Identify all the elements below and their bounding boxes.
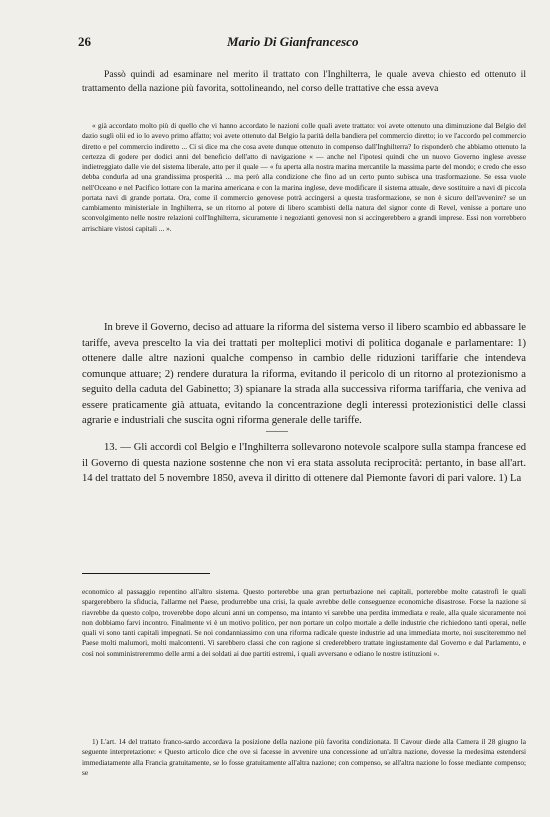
footnote-rule [82, 573, 210, 574]
section-separator: —— [266, 425, 288, 437]
quotation-block [82, 121, 526, 234]
footnote-1-text: 1) L'art. 14 del trattato franco-sardo accordava la posizione della nazione più favorita condizionata. Il Cavour diede alla Camera il 28 giugno la seguente interpretazione: « Questo articolo dice che ove si facesse in avvenire una concessione ad un'altra nazione, dovesse la medesima estendersi immediatamente alla Francia gratuitamente, se lo fosse gratuitamente all'altra nazione; con compenso, se all'altra nazione lo fosse mediante compenso; se [82, 737, 526, 777]
quotation-text: « già accordato molto più di quello che vi hanno accordato le nazioni colle quali avete trattato: voi avete ottenuto una diminuzione dal Belgio del dazio sugli olii ed io lo avevo primo affatto; voi avete ottenuto dal Belgio la parità della bandiera pel commercio diretto; io ve l'accordo pel commercio diretto e pel commercio indiretto ... Ci si dice ma che cosa avete dunque ottenuto in compenso dall'Inghilterra? Io risponderò che abbiamo ottenuto la certezza di godere per dodici anni del beneficio dell'atto di navigazione « — anche nel l'ipotesi quindi che un nuovo Governo inglese avesse indietreggiato dalle vie del sistema liberale, atto per il quale — « fu aperta alla nostra marina mercantile la massima parte del mondo; e credo che esso debba condurla ad una grandissima prosperità ... ma però alla condizione che fino ad un certo punto subisca una trasformazione. Se essa vuole nell'Oceano e nel Pacifico lottare con la marina americana e con la marina inglese, deve modificare il sistema attuale, deve sostituire a navi di piccola portata navi di grande portata. Ora, come il commercio genovese potrà accingersi a questa trasformazione, se non è sicuro dell'avvenire? se un cambiamento ministeriale in Inghilterra, se un ritorno al potere di libero scambisti della natura del signor conte di Revel, venisse a portare uno sconvolgimento nelle nostre relazioni coll'Inghilterra, sicuramente i negozianti genovesi non si accingerebbero a grandi imprese. Essi non vorrebbero arrischiare vistosi capitali ... ». [82, 121, 526, 233]
section-13-text: 13. — Gli accordi col Belgio e l'Inghilterra sollevarono notevole scalpore sulla stampa francese ed il Governo di questa nazione sostenne che non vi era stata assoluta reciprocità: pertanto, in base all'art. 14 del trattato del 5 novembre 1850, aveva il diritto di ottenere dal Piemonte favori di pari valore. 1) La [82, 442, 526, 484]
footnote-1 [82, 737, 526, 778]
page-number: 26 [78, 34, 91, 49]
running-title: Mario Di Gianfrancesco [227, 34, 359, 49]
section-13-paragraph [82, 440, 526, 487]
lead-paragraph [82, 68, 526, 95]
footnote-continuation [82, 587, 526, 659]
lead-paragraph-text: Passò quindi ad esaminare nel merito il trattato con l'Inghilterra, le quale aveva chiesto ed ottenuto il trattamento della nazione più favorita, sottolineando, nel corso delle trattative che essa aveva [82, 69, 526, 94]
body-paragraph [82, 320, 526, 429]
footnote-continuation-text: economico al passaggio repentino all'altro sistema. Questo porterebbe una gran perturbazione nei capitali, porterebbe molte catastrofi le quali spargerebbero la sfiducia, l'allarme nel Paese, produrrebbe una crisi, la quale avrebbe delle conseguenze economiche disastrose. Forse la nazione si riavrebbe da questo colpo, troverebbe dopo alcuni anni un compenso, ma intanto vi sarebbe una perdita immediata e reale, alla quale sicuramente noi non dobbiamo farvi incontro. Finalmente vi è un motivo politico, per non portare un colpo mortale a delle industrie che richiedono tanti operai, nelle quali vi sono tanti capitali impegnati. Se noi condanniassimo con una riforma radicale queste industrie ad una immediata morte, noi susciteremmo nel Paese molti malumori, molti malcontenti. Vi sarebbero classi che con ragione si crederebbero trattate ingiustamente dal Governo e dal Parlamento, e così noi somministreremmo delle armi a dei soldati ai due partiti estremi, i quali avversano e odiano le nostre istituzioni ». [82, 587, 526, 658]
body-paragraph-text: In breve il Governo, deciso ad attuare la riforma del sistema verso il libero scambio ed abbassare le tariffe, aveva prescelto la via dei trattati per molteplici motivi di politica doganale e parlamentare: 1) ottenere dalle altre nazioni qualche compenso in cambio delle riduzioni tariffarie che intendeva comunque attuare; 2) rendere duratura la riforma, evitando il pericolo di un ritorno al protezionismo a seguito della caduta del Gabinetto; 3) spianare la strada alla successiva riforma tariffaria, che veniva ad essere praticamente già attuata, evitando la concentrazione degli interessi protezionistici delle classi agrarie e industriali che suscita ogni riforma generale delle tariffe. [82, 322, 526, 426]
